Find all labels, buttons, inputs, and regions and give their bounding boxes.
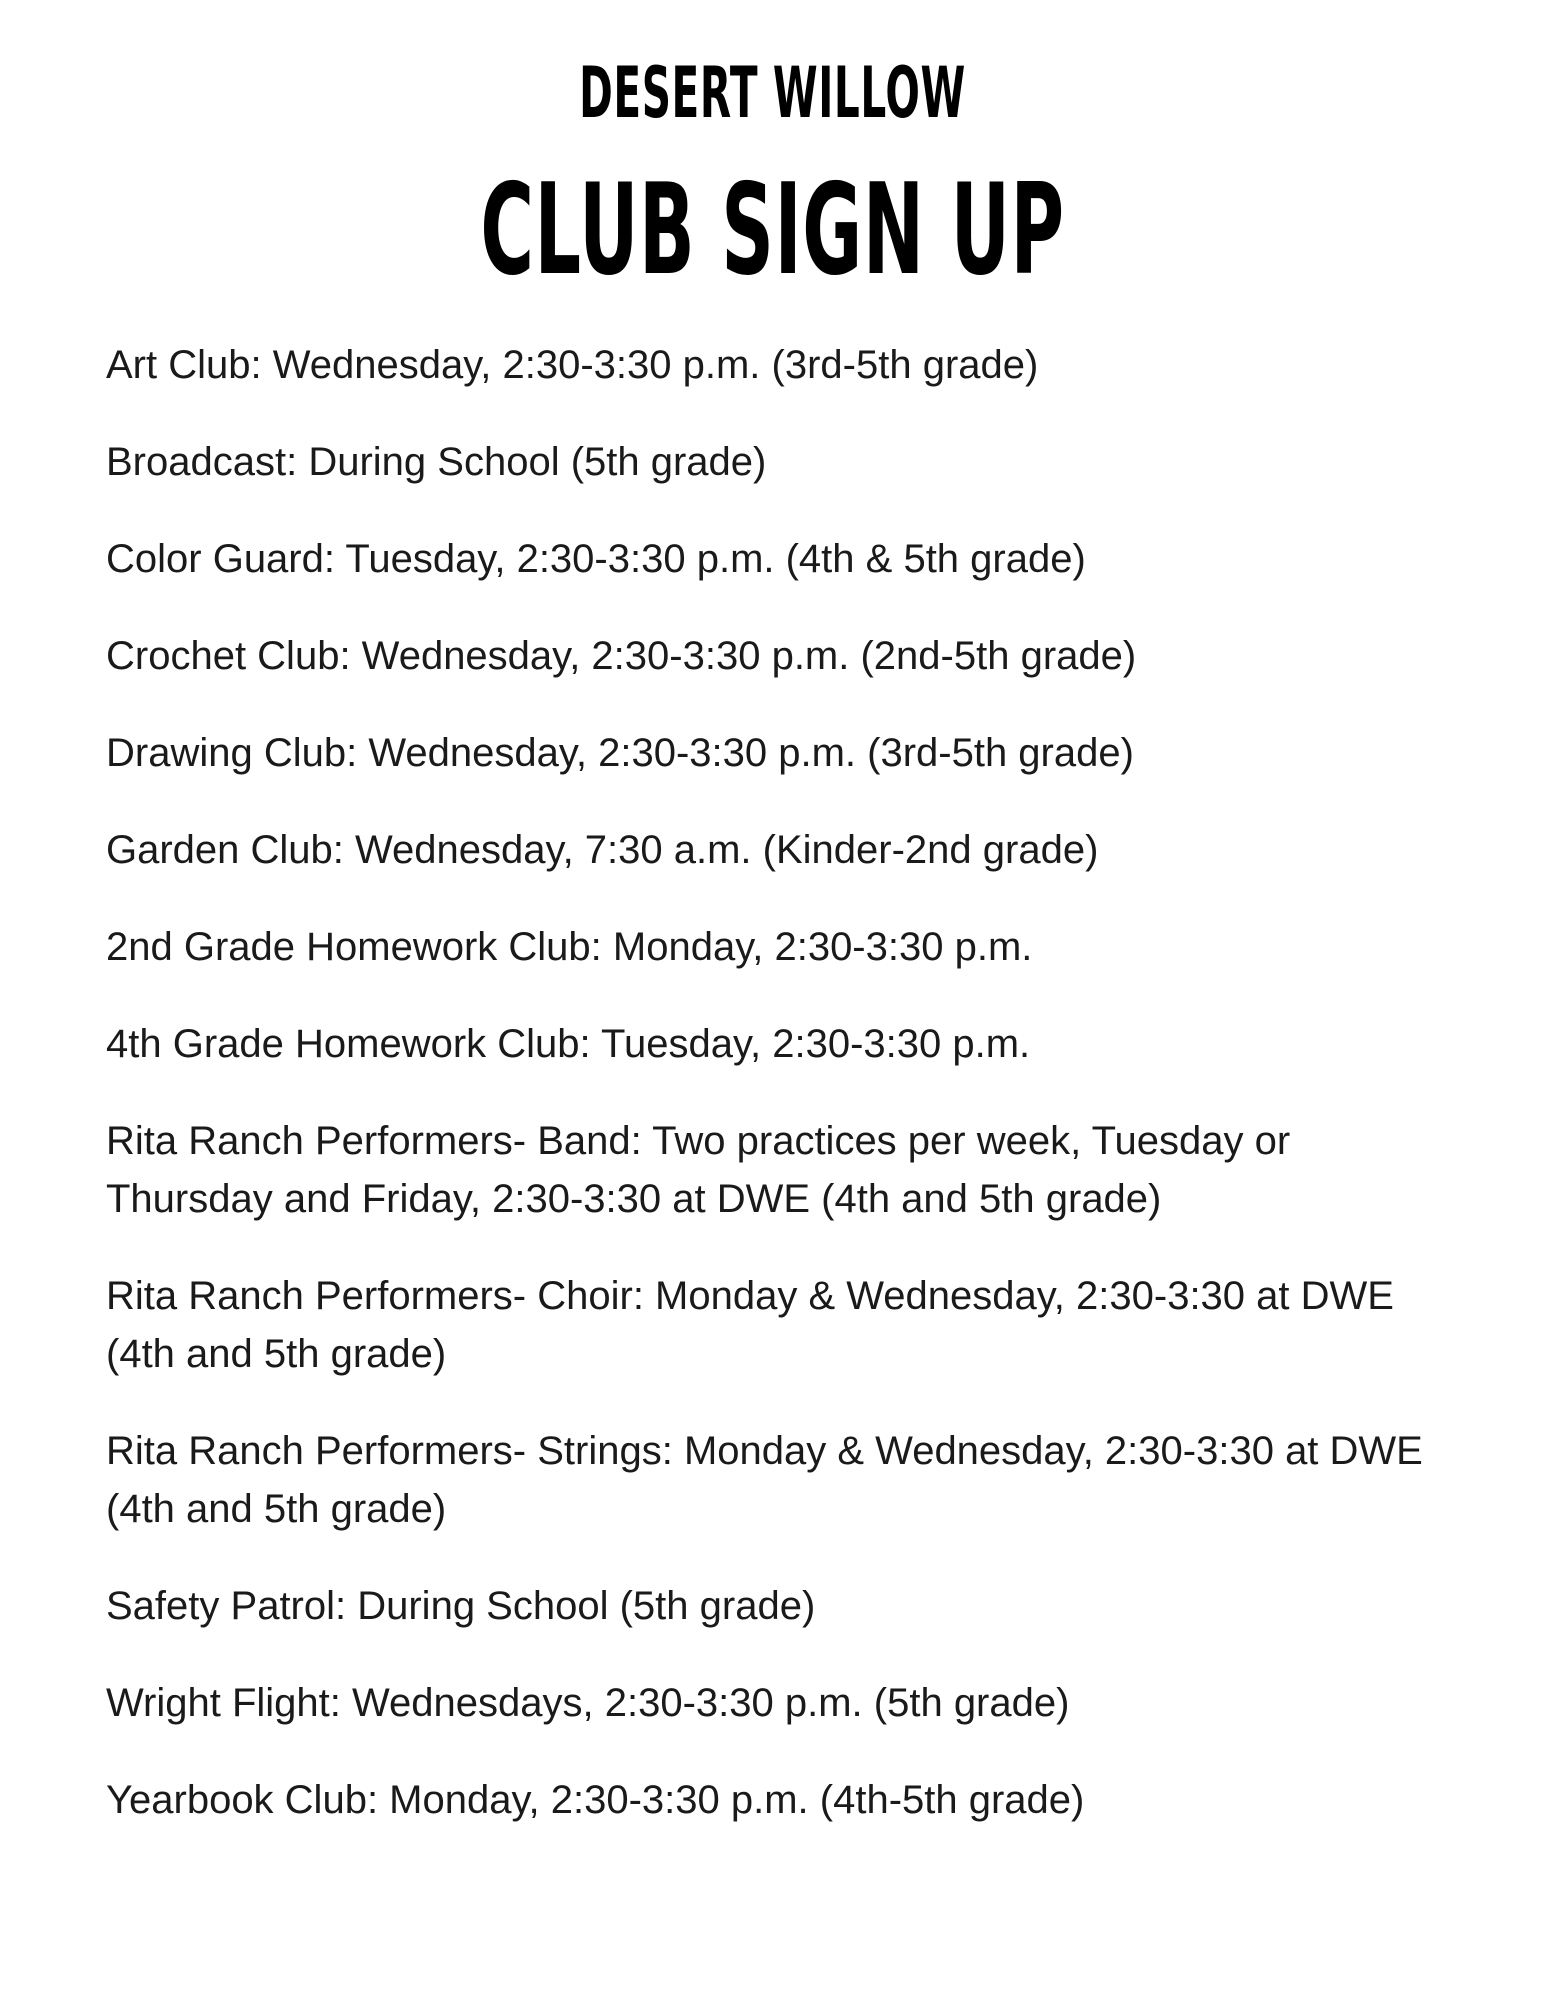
club-item-color-guard: Color Guard: Tuesday, 2:30-3:30 p.m. (4th & 5th grade) [106,537,1086,581]
club-item-safety-patrol: Safety Patrol: During School (5th grade) [106,1584,816,1628]
club-item-4th-grade-homework: 4th Grade Homework Club: Tuesday, 2:30-3:30 p.m. [106,1022,1031,1066]
club-item-drawing: Drawing Club: Wednesday, 2:30-3:30 p.m. (3rd-5th grade) [106,731,1134,775]
club-list [106,336,1436,1868]
club-item-performers-band: Rita Ranch Performers- Band: Two practices per week, Tuesday or Thursday and Friday, 2:30-3:30 at DWE (4th and 5th grade) [106,1119,1291,1221]
club-item-2nd-grade-homework: 2nd Grade Homework Club: Monday, 2:30-3:30 p.m. [106,925,1033,969]
club-item-crochet: Crochet Club: Wednesday, 2:30-3:30 p.m. (2nd-5th grade) [106,634,1137,678]
club-item-garden: Garden Club: Wednesday, 7:30 a.m. (Kinder-2nd grade) [106,828,1099,872]
club-item-yearbook: Yearbook Club: Monday, 2:30-3:30 p.m. (4th-5th grade) [106,1778,1085,1822]
page-title: CLUB SIGN UP [480,156,1065,303]
school-name: DESERT WILLOW [579,52,966,134]
club-item-broadcast: Broadcast: During School (5th grade) [106,440,767,484]
club-item-performers-choir: Rita Ranch Performers- Choir: Monday & Wednesday, 2:30-3:30 at DWE (4th and 5th grade) [106,1274,1394,1376]
club-item-wright-flight: Wright Flight: Wednesdays, 2:30-3:30 p.m. (5th grade) [106,1681,1070,1725]
club-item-art: Art Club: Wednesday, 2:30-3:30 p.m. (3rd-5th grade) [106,343,1039,387]
club-item-performers-strings: Rita Ranch Performers- Strings: Monday & Wednesday, 2:30-3:30 at DWE (4th and 5th grade) [106,1429,1423,1531]
